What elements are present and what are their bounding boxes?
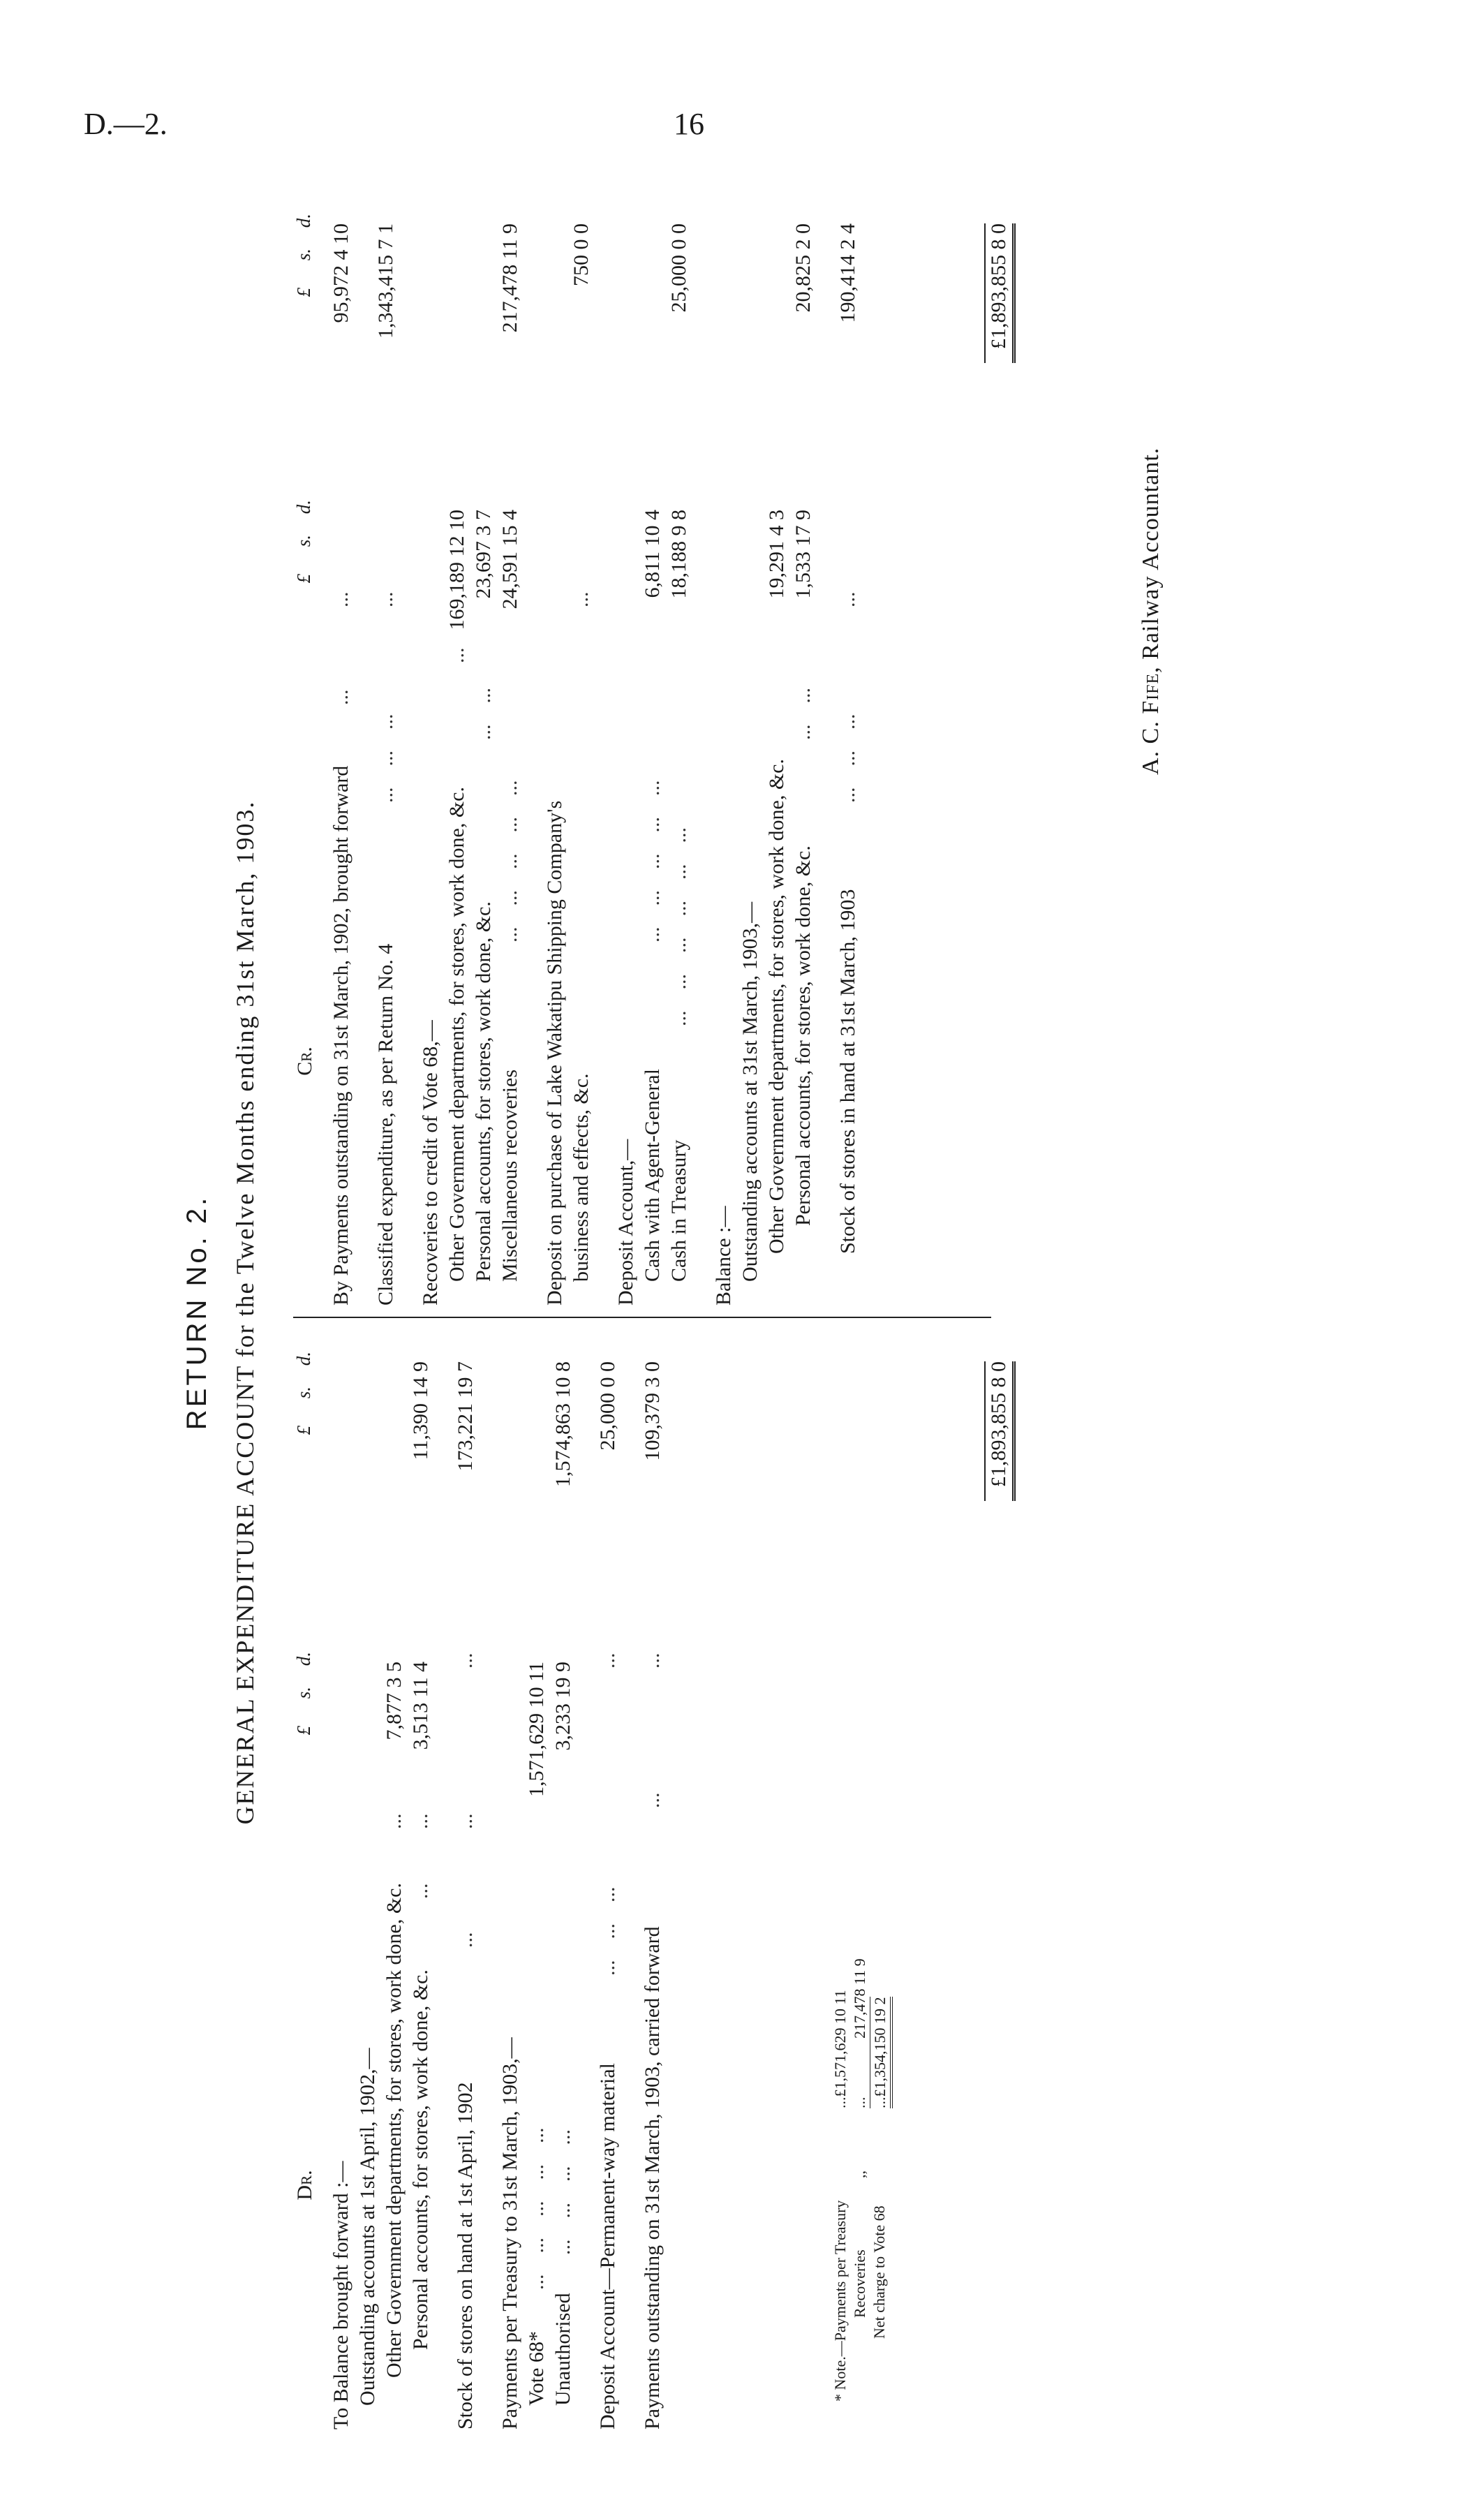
amount-total: 750 0 0 xyxy=(570,223,593,286)
leader-dots: ... ... xyxy=(472,688,495,740)
amount: 23,697 3 7 xyxy=(472,510,495,599)
row-label: Outstanding accounts at 31st March, 1903,— xyxy=(739,901,762,1282)
row-label: Deposit Account,— xyxy=(614,1139,637,1306)
leader-dots: ... xyxy=(329,689,353,705)
signatory-title: Railway Accountant. xyxy=(1138,447,1164,660)
signatory-name: A. C. Fife, xyxy=(1138,666,1164,775)
amount-total: 1,343,415 7 1 xyxy=(374,223,397,339)
ledger-row xyxy=(666,195,692,1306)
leader-dots: ... xyxy=(596,1652,619,1669)
row-label: Personal accounts, for stores, work done, &c. xyxy=(792,845,815,1226)
row-label: By Payments outstanding on 31st March, 1902, brought forward xyxy=(329,765,353,1306)
amount-total: 1,574,863 10 8 xyxy=(551,1361,574,1487)
ledger-row xyxy=(381,1330,408,2430)
row-label: Other Government departments, for stores, work done, &c. xyxy=(383,1883,406,2378)
leader-dots: ... xyxy=(454,1652,477,1669)
credit-header xyxy=(286,195,328,1306)
amount-total: 25,000 0 0 xyxy=(596,1361,619,1451)
ledger-row xyxy=(711,195,737,1306)
ledger-row xyxy=(497,195,524,1306)
leader-dots: ... xyxy=(454,1813,477,1829)
amount: 24,591 15 4 xyxy=(498,510,521,609)
page-number: 16 xyxy=(674,107,704,141)
amount-total: 190,414 2 4 xyxy=(836,223,859,323)
note-amount: ...£1,571,629 10 11 xyxy=(831,1990,849,2108)
row-label: Classified expenditure, as per Return No. 4 xyxy=(374,943,397,1306)
row-label: Cash in Treasury xyxy=(667,1139,690,1282)
leader-dots: ... xyxy=(383,1813,406,1829)
ledger-row xyxy=(835,195,861,1306)
ledger-row xyxy=(408,1330,434,2430)
leader-dots: ... ... ... ... ... xyxy=(641,780,664,942)
leader-dots: ... xyxy=(374,591,397,607)
row-label: Stock of stores in hand at 31st March, 1903 xyxy=(836,889,859,1254)
signature xyxy=(1138,448,1164,775)
rotated-return xyxy=(181,195,1270,2430)
amount: 18,188 9 8 xyxy=(667,510,690,599)
ledger-row xyxy=(639,195,666,1306)
row-label: Deposit on purchase of Lake Wakatipu Shipping Company's xyxy=(543,800,566,1306)
leader-dots: ... xyxy=(641,1652,664,1669)
amount-total: 109,379 3 0 xyxy=(641,1361,664,1461)
amount: 3,233 19 9 xyxy=(551,1662,574,1751)
note-amount: ...£1,354,150 19 2 xyxy=(870,1997,893,2109)
leader-dots: ... ... ... xyxy=(836,713,859,803)
leader-dots: ... ... ... ... xyxy=(551,2129,574,2255)
credit-side xyxy=(286,195,1010,1306)
leader-dots: ... ... ... xyxy=(374,713,397,803)
ledger-row xyxy=(328,1330,355,2430)
row-label: Vote 68* xyxy=(525,2331,548,2406)
note-label: Recoveries xyxy=(851,2249,868,2318)
row-label: Stock of stores on hand at 1st April, 1902 xyxy=(454,2082,477,2430)
ledger-row xyxy=(737,195,764,1306)
row-label: Recoveries to credit of Vote 68,— xyxy=(419,1020,442,1306)
leader-dots: ... xyxy=(836,591,859,607)
ledger-row xyxy=(355,1330,381,2430)
leader-dots: ... xyxy=(445,647,468,663)
leader-dots: ... ... ... ... ... ... xyxy=(667,827,690,1026)
leader-dots: ... xyxy=(641,1792,664,1808)
ledger-row xyxy=(613,195,639,1306)
row-label: Outstanding accounts at 1st April, 1902,— xyxy=(356,2048,379,2406)
amount-total: 173,221 19 7 xyxy=(454,1361,477,1472)
ledger-row xyxy=(373,195,399,1306)
leader-dots: ... xyxy=(454,1932,477,1948)
leader-dots: ... xyxy=(851,2096,868,2108)
amount-total: 95,972 4 10 xyxy=(329,223,353,323)
ledger-row xyxy=(417,195,444,1306)
return-title: RETURN No. 2. xyxy=(181,1195,212,1430)
row-label: business and effects, &c. xyxy=(570,1073,593,1282)
amount-total: 25,000 0 0 xyxy=(667,223,690,313)
currency-labels: £ s. d. xyxy=(293,1352,314,1435)
leader-dots: ... xyxy=(570,591,593,607)
amount: 6,811 10 4 xyxy=(641,510,664,598)
grand-total: £1,893,855 8 0 xyxy=(984,1361,1016,1501)
amount: 1,571,629 10 11 xyxy=(525,1662,548,1797)
row-label: Payments outstanding on 31st March, 1903, carried forward xyxy=(641,1926,664,2430)
row-label: Miscellaneous recoveries xyxy=(498,1069,521,1282)
amount: 7,877 3 5 xyxy=(383,1662,406,1740)
row-label: Deposit Account—Permanent-way material xyxy=(596,2063,619,2430)
amount: 1,533 17 9 xyxy=(792,510,815,599)
credit-title: Cr. xyxy=(293,1047,316,1076)
leader-dots: ... ... xyxy=(792,688,815,740)
amount: 19,291 4 3 xyxy=(765,510,788,599)
ledger-row xyxy=(470,195,497,1306)
ledger-row xyxy=(790,195,817,1306)
note-label: Net charge to Vote 68 xyxy=(870,2205,888,2339)
ledger-row xyxy=(452,1330,479,2430)
amount: 3,513 11 4 xyxy=(409,1662,432,1750)
ledger-row xyxy=(542,195,568,1306)
debit-side xyxy=(286,1330,1010,2430)
ledger-row xyxy=(444,195,470,1306)
leader-dots: ... ... ... ... ... xyxy=(525,2127,548,2290)
leader-dots: ... xyxy=(409,1813,432,1829)
ledger-row xyxy=(595,1330,621,2430)
amount-total: 11,390 14 9 xyxy=(409,1361,432,1460)
row-label: Cash with Agent-General xyxy=(641,1069,664,1282)
ledger-row-total xyxy=(984,1330,1011,2430)
row-label: Personal accounts, for stores, work done, &c. xyxy=(472,901,495,1282)
note-label: * Note.—Payments per Treasury xyxy=(831,2200,849,2402)
leader-dots: ... xyxy=(409,1883,432,1899)
amount: 169,189 12 10 xyxy=(445,510,468,630)
leader-dots: ... ... ... xyxy=(596,1886,619,1976)
row-label: Unauthorised xyxy=(551,2293,574,2406)
ledger-row xyxy=(568,195,595,1306)
ledger-row xyxy=(764,195,790,1306)
page-label: D.—2. xyxy=(84,107,168,141)
ledger-row xyxy=(497,1330,524,2430)
leader-dots: ... xyxy=(329,591,353,607)
row-label: Other Government departments, for stores, work done, &c. xyxy=(765,759,788,1254)
row-label: Balance :— xyxy=(712,1206,735,1306)
row-label: Personal accounts, for stores, work done, &c. xyxy=(409,1969,432,2350)
note-ditto: ,, xyxy=(851,2170,868,2178)
amount-total: 20,825 2 0 xyxy=(792,223,815,313)
leader-dots: ... ... ... ... ... xyxy=(498,780,521,942)
row-label: To Balance brought forward :— xyxy=(329,2161,353,2430)
debit-title: Dr. xyxy=(293,2170,316,2201)
row-label: Other Government departments, for stores, work done, &c. xyxy=(445,787,468,1282)
amount-total: 217,478 11 9 xyxy=(498,223,521,333)
row-label: Payments per Treasury to 31st March, 1903,— xyxy=(498,2037,521,2430)
column-divider xyxy=(293,1317,991,1318)
ledger-row-total xyxy=(984,195,1011,1306)
ledger-row xyxy=(524,1330,550,2430)
ledger-row xyxy=(550,1330,577,2430)
grand-total: £1,893,855 8 0 xyxy=(984,223,1016,363)
ledger-row xyxy=(639,1330,666,2430)
currency-labels: £ s. d. xyxy=(293,1652,314,1736)
note-amount: 217,478 11 9 xyxy=(851,1958,868,2039)
currency-labels: £ s. d. xyxy=(293,500,314,584)
account-title: GENERAL EXPENDITURE ACCOUNT for the Twelve Months ending 31st March, 1903. xyxy=(231,800,259,1825)
currency-labels: £ s. d. xyxy=(293,214,314,297)
debit-header xyxy=(286,1330,328,2430)
ledger-row xyxy=(328,195,355,1306)
